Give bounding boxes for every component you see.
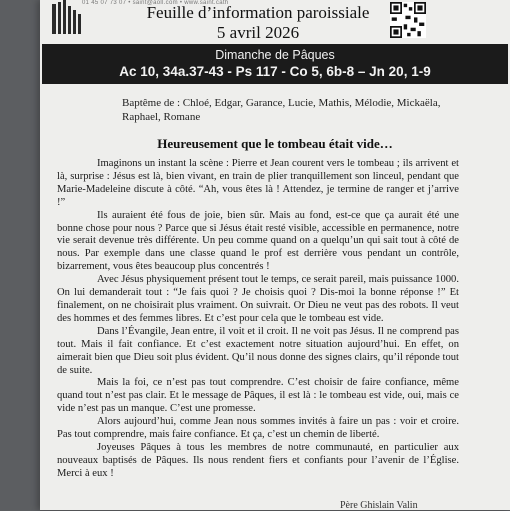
paragraph: Dans l’Évangile, Jean entre, il voit et il croit. Il ne voit pas Jésus. Il ne comprend pas tout. Mais il fait confiance. Et c’est exactement notre situation aujourd’hui. En effet, on aimerait bien que Dieu soit plus évident. Qu’il nous donne des signes clairs, qu’il réponde tout de suite. bbox=[57, 325, 459, 376]
qr-code-icon bbox=[390, 2, 426, 38]
banner-readings: Ac 10, 34a.37-43 - Ps 117 - Co 5, 6b-8 – Jn 20, 1-9 bbox=[119, 64, 431, 79]
bulletin-date: 5 avril 2026 bbox=[216, 23, 300, 42]
bulletin-page bbox=[40, 0, 510, 510]
liturgy-banner bbox=[42, 44, 508, 84]
article-heading: Heureusement que le tombeau était vide… bbox=[157, 136, 393, 151]
paragraph: Imaginons un instant la scène : Pierre et Jean courent vers le tombeau ; ils arrivent et là, surprise : Jésus est là, bien vivant, en train de plier tranquillement son linceul, pendant que Marie-Madeleine discute à côté. “Ah, vous êtes là ! Attendez, je termine de ranger et j’arrive !” bbox=[57, 158, 459, 208]
paragraph: Avec Jésus physiquement présent tout le temps, ce serait pareil, mais puissance 1000. On lui demanderait tout : “Je fais quoi ? Je choisis quoi ? Dis-moi la bonne réponse !” Et finalement, on ne choisirait plus vraiment. On suivrait. Or Dieu ne veut pas des robots. Il veut des hommes et des femmes libres. Et c’est pour cela que le tombeau est vide. bbox=[57, 274, 459, 324]
paragraph: Joyeuses Pâques à tous les membres de notre communauté, en particulier aux nouveaux baptisés de Pâques. Ils nous rendent fiers et confiants pour l’avenir de l’Église. Merci à eux ! bbox=[57, 441, 459, 479]
paragraph: Ils auraient été fous de joie, bien sûr. Mais au fond, est-ce que ça aurait été une bonne chose pour nous ? Parce que si Jésus était resté visible, accessible en permanence, notre vie serait devenue très différente. Un peu comme quand on a quelqu’un qui sait tout à côté de nous. Par exemple dans une classe quand le prof est derrière vous pendant un contrôle, bizarrement, vous êtes beaucoup plus concentrés ! bbox=[57, 209, 459, 273]
banner-occasion: Dimanche de Pâques bbox=[215, 48, 335, 62]
baptism-list: Baptême de : Chloé, Edgar, Garance, Lucie, Mathis, Mélodie, Mickaëla, Raphael, Romane bbox=[122, 97, 441, 123]
contact-line: 01 45 07 73 07 • saint@aoll.com • www.saint.cath bbox=[82, 0, 229, 6]
bulletin-title: Feuille d’information paroissiale bbox=[146, 3, 370, 22]
article-body bbox=[57, 158, 459, 481]
paragraph: Alors aujourd’hui, comme Jean nous sommes invités à faire un pas : voir et croire. Pas tout comprendre, mais faire confiance. Et ça, c’est un chemin de liberté. bbox=[57, 416, 459, 441]
paragraph: Mais la foi, ce n’est pas tout comprendre. C’est choisir de faire confiance, même quand tout n’est pas clair. Et le message de Pâques, il est là : le tombeau est vide, oui, mais ce vide n’est pas un manque. C’est une promesse. bbox=[57, 377, 459, 415]
signature: Père Ghislain Valin bbox=[340, 500, 418, 511]
